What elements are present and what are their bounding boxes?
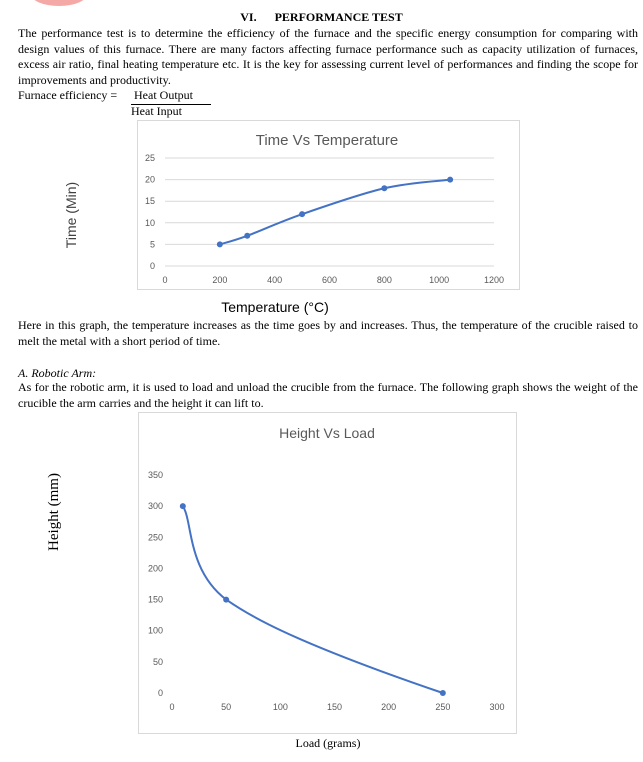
chart-2-x-tick-label: 300 (489, 702, 505, 712)
chart-2-y-tick-label: 50 (152, 656, 163, 667)
chart-1-y-tick-label: 25 (144, 153, 155, 163)
chart-2-y-tick-label: 300 (147, 501, 163, 512)
chart-2-y-tick-label: 0 (157, 688, 163, 698)
chart-2-tick-labels (148, 470, 505, 712)
chart-2-x-tick-label: 250 (435, 702, 451, 712)
formula-label: Furnace efficiency = (18, 88, 118, 102)
chart-1-tick-labels (145, 153, 504, 285)
chart-2-y-tick-label: 250 (147, 532, 163, 543)
chart-2-y-tick-label: 350 (147, 470, 163, 480)
chart-2-x-tick-label: 150 (326, 702, 343, 712)
chart-2-x-tick-label: 50 (221, 702, 232, 712)
chart-1-x-tick-label: 0 (162, 275, 168, 285)
chart-1-x-tick-label: 1000 (429, 275, 450, 285)
chart-2-series-line (183, 506, 443, 693)
chart-2-y-tick-label: 100 (147, 625, 163, 636)
chart-2-data-point (223, 597, 229, 603)
chart-2-points (180, 503, 446, 696)
chart-1-points (217, 177, 453, 248)
chart-1-x-tick-label: 1200 (483, 275, 505, 285)
chart-1-title: Time Vs Temperature (255, 132, 399, 149)
chart-1-y-tick-label: 0 (149, 261, 155, 271)
chart-2-x-axis-label: Load (grams) (295, 736, 361, 750)
chart-1-y-axis-label: Time (Min) (63, 181, 79, 249)
section-heading: VI. PERFORMANCE TEST (240, 10, 403, 24)
paragraph-graph-description: Here in this graph, the temperature increases as the time goes by and increases. Thus, the temperature of the crucible raised to melt the metal with a short period of time. (18, 318, 638, 348)
chart-1-data-point (244, 233, 250, 239)
chart-1-y-tick-label: 15 (144, 196, 155, 207)
chart-time-vs-temperature (0, 0, 643, 330)
chart-1-gridlines (165, 158, 494, 266)
chart-1-y-tick-label: 10 (144, 217, 155, 228)
chart-1-series-line (220, 180, 450, 245)
formula-numerator: Heat Output (134, 88, 193, 102)
chart-2-data-point (180, 503, 186, 509)
subsection-label: A. Robotic Arm: (18, 366, 97, 380)
chart-2-title: Height Vs Load (279, 425, 375, 441)
formula-denominator: Heat Input (131, 104, 182, 118)
chart-2-data-point (440, 690, 446, 696)
chart-2-x-tick-label: 200 (381, 702, 397, 712)
chart-2-y-tick-label: 200 (147, 563, 163, 574)
chart-height-vs-load (0, 400, 643, 762)
chart-1-data-point (217, 241, 223, 247)
chart-1-y-tick-label: 20 (144, 174, 155, 185)
chart-2-x-tick-label: 0 (169, 702, 175, 712)
chart-1-data-point (299, 211, 305, 217)
paragraph-robotic-arm: As for the robotic arm, it is used to load and unload the crucible from the furnace. The following graph shows the weight of the crucible the arm carries and the height it can lift to. (18, 380, 638, 410)
chart-1-x-tick-label: 600 (321, 275, 338, 285)
paragraph-intro: The performance test is to determine the efficiency of the furnace and the specific energy consumption for comparing with design values of this furnace. There are many factors affecting furnace performance such as capacity utilization of furnaces, excess air ratio, final heating temperature etc. It is the key for assessing current level of performances and finding the scope for improvements and productivity. (18, 26, 638, 87)
chart-1-y-tick-label: 5 (149, 239, 155, 250)
chart-2-y-axis-label: Height (mm) (46, 473, 62, 551)
chart-1-data-point (447, 177, 453, 183)
chart-1-x-tick-label: 800 (376, 275, 392, 285)
chart-1-data-point (381, 185, 387, 191)
chart-1-x-tick-label: 200 (212, 275, 228, 285)
chart-1-x-tick-label: 400 (267, 275, 283, 285)
chart-1-x-axis-label: Temperature (°C) (221, 299, 329, 315)
chart-2-x-tick-label: 100 (272, 702, 288, 712)
chart-2-y-tick-label: 150 (147, 594, 163, 605)
